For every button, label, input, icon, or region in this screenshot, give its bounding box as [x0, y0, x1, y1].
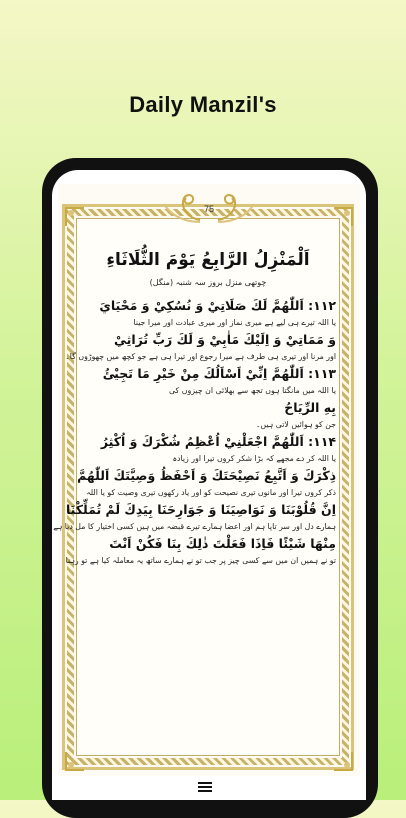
arabic-line: وَ مَمَاتِيْ وَ اِلَيْكَ مَاٰبِيْ وَ لَكَ رَبِّ تُرَاثِيْ — [114, 332, 336, 347]
verse-list — [53, 296, 336, 568]
arabic-line: ۱۱۲: اَللّٰهُمَّ لَكَ صَلَاتِيْ وَ نُسُكِيْ وَ مَحْيَايَ — [99, 298, 336, 313]
urdu-translation: ذکر کروں تیرا اور مانوں تیری نصیحت کو اور یاد رکھوں تیری وصیت کو یا اللہ — [86, 488, 336, 497]
phone-screen — [52, 170, 366, 800]
arabic-line: ۱۱۳: اَللّٰهُمَّ اِنِّيْ اَسْاَلُكَ مِنْ خَيْرِ مَا تَجِيْئُ — [102, 366, 336, 381]
manzil-page — [53, 184, 360, 782]
arabic-line: اِنَّ قُلُوْبَنَا وَ نَوَاصِيَنَا وَ جَوَارِحَنَا بِيَدِكَ لَمْ تُمَلِّكْنَا — [65, 502, 336, 517]
corner-ornament-bottom-right-icon — [332, 750, 354, 772]
urdu-translation: یا اللہ تیرے ہی لیے ہے میری نماز اور میری عبادت اور میرا جینا — [133, 318, 336, 327]
corner-ornament-bottom-left-icon — [64, 750, 86, 772]
page-number: 75 — [203, 204, 214, 214]
manzil-subtitle: چوتھی منزل بروز سہ شنبہ (منگل) — [149, 278, 267, 287]
arabic-line: بِهِ الرِّيَاحُ — [284, 400, 336, 415]
urdu-translation: اور مرنا اور تیری ہی طرف ہے میرا رجوع اور تیرا ہی ہے جو کچھ میں چھوڑوں گا۔ — [65, 352, 336, 361]
app-headline: Daily Manzil's — [129, 92, 277, 117]
urdu-translation: یا اللہ کر دے مجھے کہ بڑا شکر کروں تیرا اور زیادہ — [172, 454, 336, 463]
bottom-toolbar — [52, 776, 366, 800]
arabic-line: مِنْهَا شَيْئًا فَاِذَا فَعَلْتَ ذٰلِكَ بِنَا فَكُنْ اَنْتَ — [109, 536, 336, 551]
arabic-line: ذِكْرَكَ وَ اَتَّبِعُ نَصِيْحَتَكَ وَ اَحْفَظُ وَصِيَّتَكَ اَللّٰهُمَّ — [77, 468, 336, 483]
urdu-translation: ہمارے دل اور سر تاپا ہم اور اعضا ہمارے تیرے قبضہ میں ہیں کسی اختیار کا مل دیا ہے — [53, 522, 336, 531]
urdu-translation: تو نے ہمیں ان میں سے کسی چیز پر جب تو نے ہمارے ساتھ یہ معاملہ کیا ہے تو رہنا — [65, 556, 336, 565]
urdu-translation: جن کو ہوائیں لاتی ہیں۔ — [255, 420, 336, 429]
urdu-translation: یا اللہ میں مانگتا ہوں تجھ سے بھلائی ان چیزوں کی — [169, 386, 336, 395]
menu-grid-icon[interactable] — [198, 782, 212, 796]
manzil-title: اَلْمَنْزِلُ الرَّابِعُ يَوْمَ الثُّلَاثَاءِ — [106, 250, 310, 270]
arabic-line: ۱۱۴: اَللّٰهُمَّ اجْعَلْنِيْ اُعْظِمُ شُكْرَكَ وَ اُكْثِرُ — [100, 434, 336, 449]
